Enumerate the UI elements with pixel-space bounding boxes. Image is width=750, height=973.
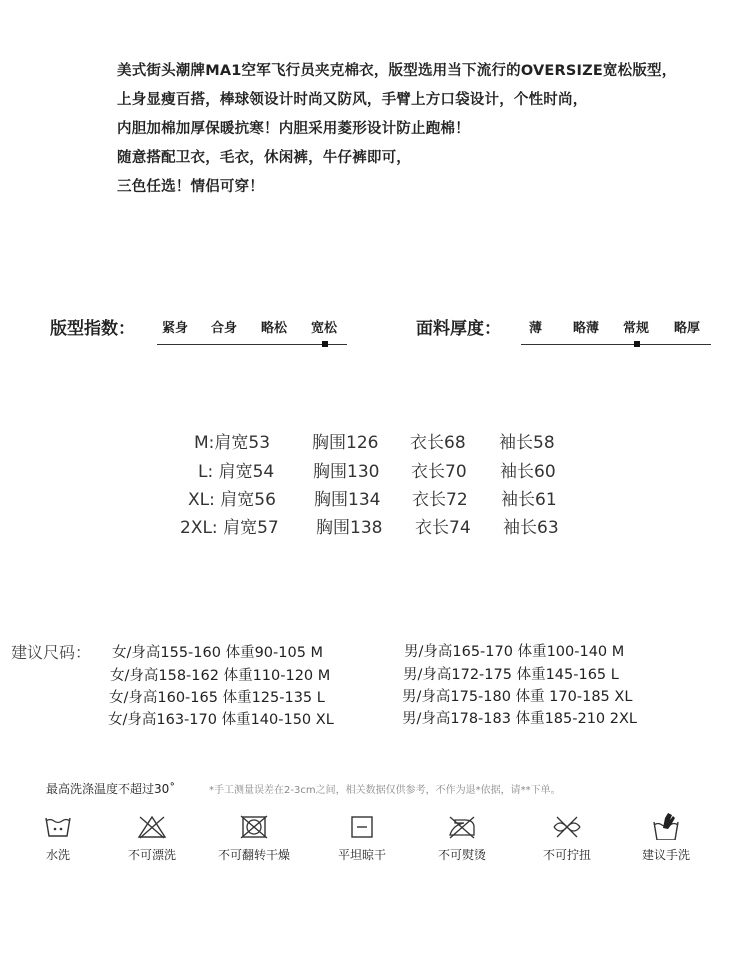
size-chest: 胸围134: [314, 490, 381, 510]
no-bleach-icon: [137, 814, 167, 840]
men-size-row: 男/身高165-170 体重100-140 M: [404, 644, 625, 660]
size-length: 衣长74: [415, 518, 471, 538]
fit-option-slightly-loose: 略松: [261, 321, 288, 336]
size-length: 衣长72: [412, 490, 468, 510]
water-wash-icon: [43, 814, 73, 840]
size-row-m: [0, 428, 750, 452]
size-shoulder: XL: 肩宽56: [188, 490, 276, 510]
women-size-row: 女/身高158-162 体重110-120 M: [110, 668, 331, 684]
thickness-index-title: 面料厚度：: [416, 319, 501, 339]
fit-scale-line: [157, 344, 347, 345]
care-label: 不可漂洗: [127, 848, 176, 862]
care-item-no-wring: [522, 814, 612, 863]
men-size-row: 男/身高178-183 体重185-210 2XL: [402, 711, 638, 727]
size-chest: 胸围138: [316, 518, 383, 538]
care-label: 水洗: [45, 848, 70, 862]
description-line: 美式街头潮牌MA1空军飞行员夹克棉衣，版型选用当下流行的OVERSIZE宽松版型，: [117, 63, 677, 79]
max-wash-temperature: 最高洗涤温度不超过30˚: [46, 782, 176, 796]
women-size-row: 女/身高155-160 体重90-105 M: [112, 645, 324, 661]
description-line: 上身显瘦百搭，棒球领设计时尚又防风，手臂上方口袋设计，个性时尚，: [117, 92, 588, 108]
no-wring-icon: [552, 814, 582, 840]
size-shoulder: L: 肩宽54: [198, 462, 275, 482]
size-length: 衣长68: [410, 433, 466, 453]
size-row-2xl: [0, 513, 750, 537]
size-chest: 胸围126: [312, 433, 379, 453]
care-item-no-iron: [417, 814, 507, 863]
thickness-scale-line: [521, 344, 711, 345]
description-line: 三色任选！情侣可穿！: [117, 179, 264, 195]
care-label: 不可翻转干燥: [217, 848, 290, 862]
women-size-row: 女/身高163-170 体重140-150 XL: [108, 712, 334, 728]
size-row-l: [0, 457, 750, 481]
care-label: 平坦晾干: [337, 848, 386, 862]
men-size-row: 男/身高172-175 体重145-165 L: [403, 667, 619, 683]
women-size-row: 女/身高160-165 体重125-135 L: [109, 690, 325, 706]
size-shoulder: M:肩宽53: [194, 433, 271, 453]
care-item-flat-dry: [317, 814, 407, 863]
size-sleeve: 袖长61: [501, 490, 557, 510]
size-sleeve: 袖长63: [503, 518, 559, 538]
no-tumble-dry-icon: [239, 814, 269, 840]
thickness-option-thin: 薄: [529, 321, 543, 336]
care-label: 建议手洗: [641, 848, 690, 862]
care-item-water-wash: [13, 814, 103, 863]
care-label: 不可熨烫: [437, 848, 486, 862]
care-item-hand-wash: [621, 810, 711, 863]
size-sleeve: 袖长60: [500, 462, 556, 482]
size-length: 衣长70: [411, 462, 467, 482]
size-sleeve: 袖长58: [499, 433, 555, 453]
fit-option-regular: 合身: [211, 321, 238, 336]
recommend-label: 建议尺码：: [11, 643, 92, 662]
measurement-note: *手工测量误差在2-3cm之间，相关数据仅供参考，不作为退*依据，请**下单。: [209, 785, 561, 796]
fit-index-title: 版型指数：: [50, 319, 135, 339]
hand-wash-icon: [651, 810, 681, 840]
care-label: 不可拧扭: [542, 848, 591, 862]
thickness-option-slightly-thin: 略薄: [573, 321, 600, 336]
size-chest: 胸围130: [313, 462, 380, 482]
product-description: [117, 57, 676, 202]
description-line: 内胆加棉加厚保暖抗寒！内胆采用菱形设计防止跑棉！: [117, 121, 470, 137]
size-row-xl: [0, 485, 750, 509]
fit-option-loose: 宽松: [311, 321, 338, 336]
care-item-no-bleach: [107, 814, 197, 863]
size-shoulder: 2XL: 肩宽57: [180, 518, 279, 538]
fit-option-tight: 紧身: [162, 321, 189, 336]
description-line: 随意搭配卫衣，毛衣，休闲裤，牛仔裤即可，: [117, 150, 411, 166]
fit-scale-marker: [322, 341, 328, 347]
no-iron-icon: [447, 814, 477, 840]
men-size-row: 男/身高175-180 体重 170-185 XL: [402, 689, 633, 705]
care-item-no-tumble-dry: [209, 814, 299, 863]
thickness-scale-marker: [634, 341, 640, 347]
thickness-option-regular: 常规: [623, 321, 650, 336]
thickness-option-slightly-thick: 略厚: [674, 321, 701, 336]
flat-dry-icon: [347, 814, 377, 840]
